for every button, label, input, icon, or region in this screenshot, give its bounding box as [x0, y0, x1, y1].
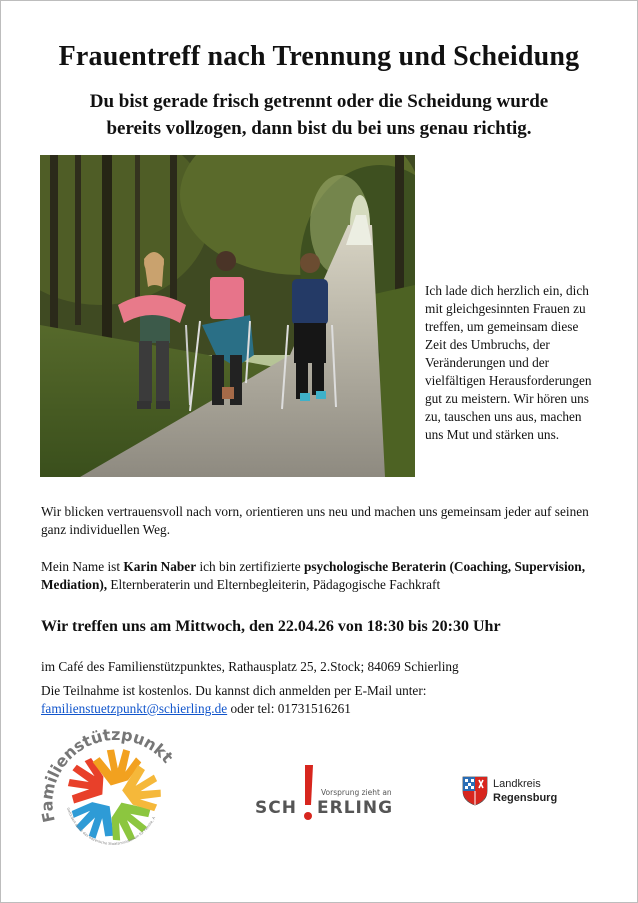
paragraph-intro: Mein Name ist Karin Naber ich bin zertifizierte psychologische Beraterin (Coaching, Supervision, Mediation), Elternberaterin und Elternbegleiterin, Pädagogische Fachkraft: [41, 559, 586, 592]
svg-text:Familienstützpunkt: Familienstützpunkt: [37, 726, 177, 825]
meeting-date: Wir treffen uns am Mittwoch, den 22.04.26 von 18:30 bis 20:30 Uhr: [41, 618, 501, 635]
schierling-logo: [253, 761, 393, 831]
women-walking-photo: [40, 155, 415, 477]
svg-text:Landkreis: Landkreis: [493, 778, 541, 790]
svg-text:SCH: SCH: [255, 798, 297, 818]
svg-text:Vorsprung zieht an: Vorsprung zieht an: [321, 788, 392, 797]
landkreis-regensburg-logo: [461, 773, 571, 807]
address-text: im Café des Familienstützpunktes, Rathausplatz 25, 2.Stock; 84069 Schierling: [41, 659, 459, 674]
page-title: Frauentreff nach Trennung und Scheidung: [58, 41, 580, 72]
qualification-text: psychologische Beraterin (Coaching, Supervision, Mediation),: [41, 559, 586, 592]
svg-text:Gefördert durch das Bayerische: Gefördert durch das Bayerische Staatsministerium für Familie, A: [66, 807, 157, 846]
page-subtitle: Du bist gerade frisch getrennt oder die Scheidung wurde bereits vollzogen, dann bist du bei uns genau richtig.: [89, 91, 549, 139]
paragraph-orientation: Wir blicken vertrauensvoll nach vorn, orientieren uns neu und machen uns gemeinsam jeder auf seinen ganz individuellen Weg.: [41, 504, 589, 537]
registration-text: Die Teilnahme ist kostenlos. Du kannst dich anmelden per E-Mail unter: familienstuetzpunkt@schierling.de oder tel: 01731516261: [41, 683, 427, 716]
invitation-text: Ich lade dich herzlich ein, dich mit gleichgesinnten Frauen zu treffen, um gemeinsam diese Zeit des Umbruchs, der Veränderungen und der vielfältigen Herausforderungen gut zu meistern. Wir hören uns zu, tauschen uns aus, machen uns Mut und stärken uns.: [425, 283, 592, 442]
familienstuetzpunkt-logo: [37, 726, 187, 861]
counselor-name: Karin Naber: [123, 559, 197, 574]
svg-text:Regensburg: Regensburg: [493, 792, 558, 804]
svg-text:ERLING: ERLING: [317, 798, 393, 818]
email-link[interactable]: familienstuetzpunkt@schierling.de: [41, 701, 228, 716]
